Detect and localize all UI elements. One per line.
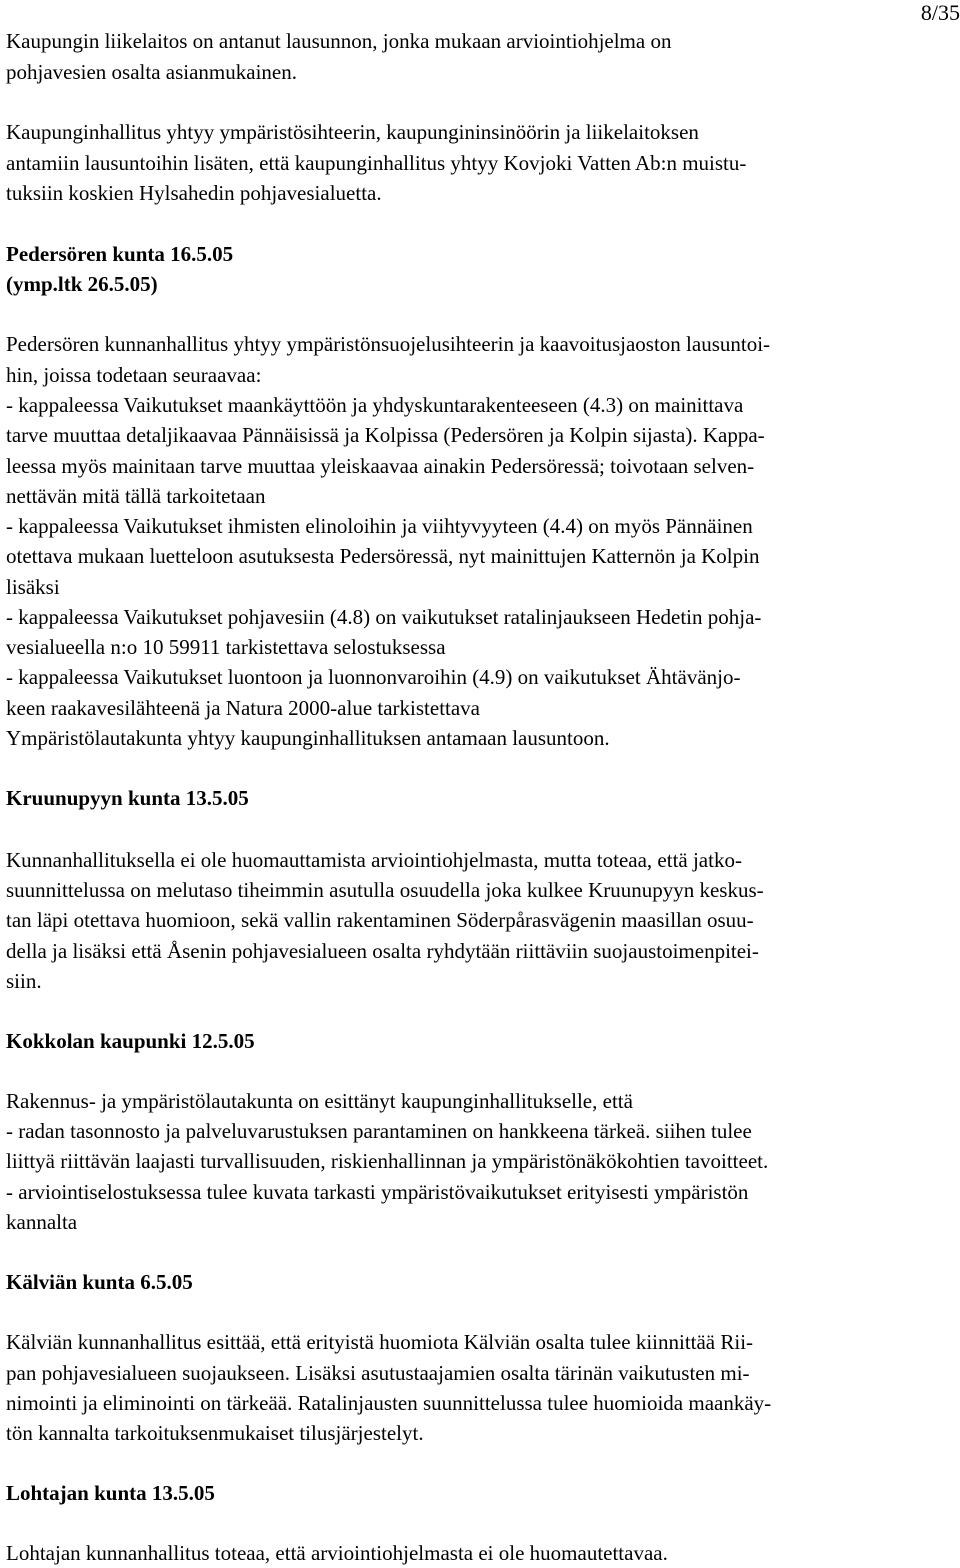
text-line: suunnittelussa on melutaso tiheimmin asutulla osuudella joka kulkee Kruunupyyn keskus- xyxy=(6,878,764,902)
text-line: otettava mukaan luetteloon asutuksesta Pedersöressä, nyt mainittujen Katternön ja Kolpin xyxy=(6,544,760,568)
text-line: Pedersören kunnanhallitus yhtyy ympäristönsuojelusihteerin ja kaavoitusjaoston lausuntoi- xyxy=(6,332,771,356)
text-line: - kappaleessa Vaikutukset luontoon ja luonnonvaroihin (4.9) on vaikutukset Ähtävänjo- xyxy=(6,665,741,689)
text-line: liittyä riittävän laajasti turvallisuuden, riskienhallinnan ja ympäristönäkökohtien tavoitteet. xyxy=(6,1149,769,1173)
text-line: Lohtajan kunnanhallitus toteaa, että arviointiohjelmasta ei ole huomautettavaa. xyxy=(6,1541,668,1565)
section-heading: Kälviän kunta 6.5.05 xyxy=(6,1270,193,1294)
text-line: Ympäristölautakunta yhtyy kaupunginhallituksen antamaan lausuntoon. xyxy=(6,726,610,750)
text-line: pan pohjavesialueen suojaukseen. Lisäksi asutustaajamien osalta tärinän vaikutusten mi- xyxy=(6,1361,750,1385)
section-heading: Kruunupyyn kunta 13.5.05 xyxy=(6,786,249,810)
text-line: Kaupungin liikelaitos on antanut lausunnon, jonka mukaan arviointiohjelma on xyxy=(6,29,672,53)
text-line: leessa myös mainitaan tarve muuttaa yleiskaavaa ainakin Pedersöressä; toivotaan selven- xyxy=(6,454,755,478)
page-number: 8/35 xyxy=(920,0,960,25)
text-line: tön kannalta tarkoituksenmukaiset tilusjärjestelyt. xyxy=(6,1421,424,1445)
text-line: della ja lisäksi että Åsenin pohjavesialueen osalta ryhdytään riittäviin suojaustoimenpitei- xyxy=(6,939,759,963)
text-line: Kunnanhallituksella ei ole huomauttamista arviointiohjelmasta, mutta toteaa, että jatko- xyxy=(6,848,742,872)
section-heading: Kokkolan kaupunki 12.5.05 xyxy=(6,1029,255,1053)
text-line: keen raakavesilähteenä ja Natura 2000-alue tarkistettava xyxy=(6,696,481,720)
text-line: nimointi ja eliminointi on tärkeää. Ratalinjausten suunnittelussa tulee huomioida maankäy- xyxy=(6,1391,772,1415)
text-line: - radan tasonnosto ja palveluvarustuksen parantaminen on hankkeena tärkeä. siihen tulee xyxy=(6,1119,752,1143)
text-line: antamiin lausuntoihin lisäten, että kaupunginhallitus yhtyy Kovjoki Vatten Ab:n muistu- xyxy=(6,151,747,175)
section-heading: Pedersören kunta 16.5.05 xyxy=(6,242,234,266)
section-heading: Lohtajan kunta 13.5.05 xyxy=(6,1481,215,1505)
text-line: lisäksi xyxy=(6,575,60,599)
text-line: siin. xyxy=(6,969,42,993)
text-line: - arviointiselostuksessa tulee kuvata tarkasti ympäristövaikutukset erityisesti ympäristön xyxy=(6,1180,749,1204)
text-line: tarve muuttaa detaljikaavaa Pännäisissä ja Kolpissa (Pedersören ja Kolpin sijasta). Kappa- xyxy=(6,423,765,447)
text-line: Rakennus- ja ympäristölautakunta on esittänyt kaupunginhallitukselle, että xyxy=(6,1089,633,1113)
text-line: tuksiin koskien Hylsahedin pohjavesialuetta. xyxy=(6,181,382,205)
text-line: kannalta xyxy=(6,1210,78,1234)
section-heading: (ymp.ltk 26.5.05) xyxy=(6,272,158,296)
text-line: hin, joissa todetaan seuraavaa: xyxy=(6,363,262,387)
text-line: tan läpi otettava huomioon, sekä vallin rakentaminen Söderpårasvägenin maasillan osuu- xyxy=(6,908,754,932)
text-line: nettävän mitä tällä tarkoitetaan xyxy=(6,484,266,508)
text-line: - kappaleessa Vaikutukset pohjavesiin (4.8) on vaikutukset ratalinjaukseen Hedetin pohja- xyxy=(6,605,762,629)
text-line: vesialueella n:o 10 59911 tarkistettava selostuksessa xyxy=(6,635,446,659)
text-line: - kappaleessa Vaikutukset ihmisten elinoloihin ja viihtyvyyteen (4.4) on myös Pännäinen xyxy=(6,514,753,538)
text-line: - kappaleessa Vaikutukset maankäyttöön ja yhdyskuntarakenteeseen (4.3) on mainittava xyxy=(6,393,744,417)
text-line: pohjavesien osalta asianmukainen. xyxy=(6,60,297,84)
text-line: Kaupunginhallitus yhtyy ympäristösihteerin, kaupungininsinöörin ja liikelaitoksen xyxy=(6,120,699,144)
text-line: Kälviän kunnanhallitus esittää, että erityistä huomiota Kälviän osalta tulee kiinnittää Rii- xyxy=(6,1330,754,1354)
